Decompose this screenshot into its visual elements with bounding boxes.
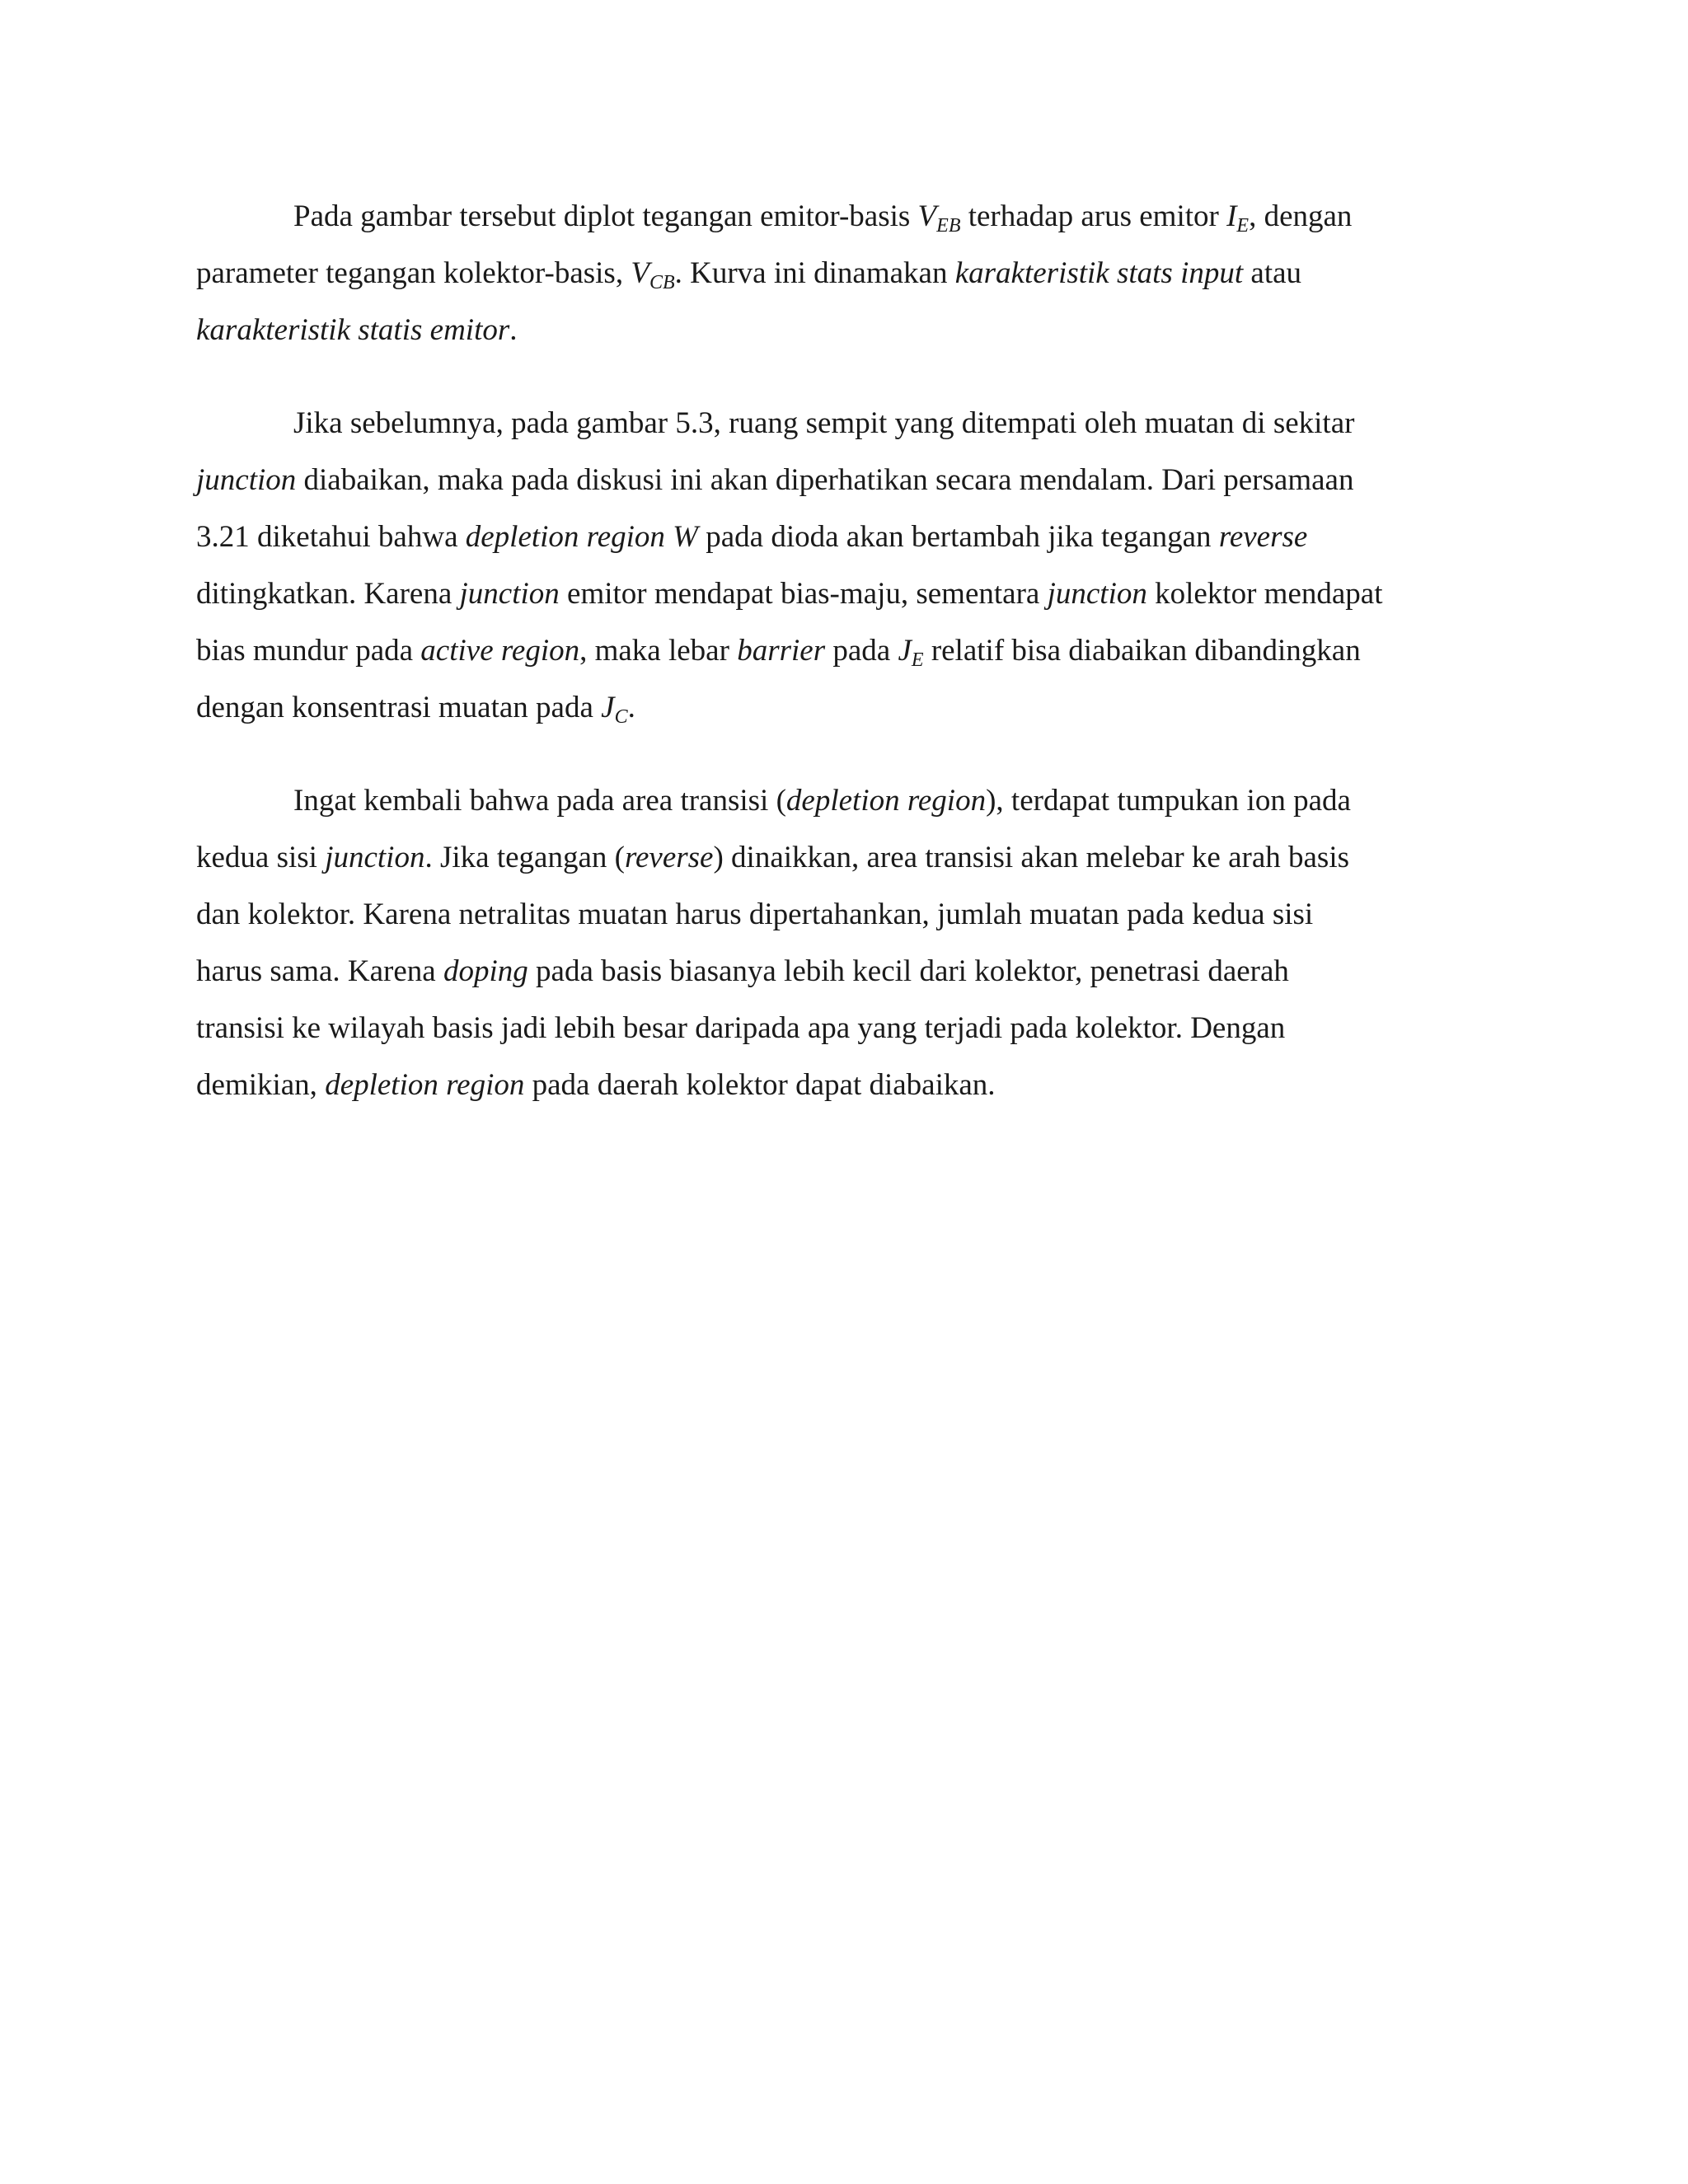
text-line [196, 829, 1498, 886]
text-segment: 3.21 diketahui bahwa [196, 520, 466, 554]
text-segment: pada dioda akan bertambah jika tegangan [697, 520, 1219, 554]
text-line [196, 302, 1498, 359]
text-segment: ) dinaikkan, area transisi akan melebar ke arah basis [713, 841, 1349, 874]
italic-text: depletion region [785, 784, 987, 818]
text-line [196, 395, 1498, 452]
text-line [196, 188, 1498, 245]
italic-text: reverse [1218, 520, 1308, 554]
italic-text: karakteristik stats input [954, 256, 1244, 290]
text-segment: ), terdapat tumpukan ion pada [986, 784, 1351, 818]
text-segment: ditingkatkan. Karena [196, 577, 460, 611]
italic-text: J [601, 691, 615, 724]
text-line [196, 679, 1498, 736]
text-line [196, 622, 1498, 679]
text-segment: dan kolektor. Karena netralitas muatan harus dipertahankan, jumlah muatan pada kedua sisi [196, 898, 1314, 931]
text-line [196, 943, 1498, 1000]
italic-text: junction [1047, 577, 1147, 611]
text-line [196, 509, 1498, 565]
text-segment: . [509, 313, 518, 347]
text-line [196, 886, 1498, 943]
text-line [196, 772, 1498, 829]
italic-text: I [1226, 199, 1237, 233]
text-line [196, 245, 1498, 302]
italic-text: barrier [737, 634, 826, 668]
text-segment: dengan konsentrasi muatan pada [196, 691, 602, 724]
paragraph-1 [196, 188, 1498, 359]
subscript-text: E [1236, 215, 1250, 237]
text-segment: . Jika tegangan ( [424, 841, 625, 874]
italic-text: active region [420, 634, 580, 668]
text-segment: Ingat kembali bahwa pada area transisi ( [293, 784, 786, 818]
text-segment: pada daerah kolektor dapat diabaikan. [524, 1068, 996, 1102]
text-segment: pada basis biasanya lebih kecil dari kolektor, penetrasi daerah [528, 954, 1289, 988]
italic-text: junction [459, 577, 560, 611]
text-line [196, 452, 1498, 509]
text-segment: . Kurva ini dinamakan [674, 256, 955, 290]
text-segment: diabaikan, maka pada diskusi ini akan diperhatikan secara mendalam. Dari persamaan [296, 463, 1354, 497]
text-segment: , maka lebar [579, 634, 738, 668]
text-segment: Pada gambar tersebut diplot tegangan emitor-basis [293, 199, 918, 233]
italic-text: depletion region [325, 1068, 525, 1102]
italic-text: V [631, 256, 649, 290]
text-segment: terhadap arus emitor [960, 199, 1227, 233]
paragraph-3 [196, 772, 1498, 1113]
text-segment: demikian, [196, 1068, 326, 1102]
italic-text: karakteristik statis emitor [196, 313, 510, 347]
italic-text: J [898, 634, 912, 668]
text-segment: relatif bisa diabaikan dibandingkan [923, 634, 1361, 668]
subscript-text: E [911, 649, 924, 671]
italic-text: depletion region W [465, 520, 698, 554]
text-line [196, 565, 1498, 622]
subscript-text: C [614, 706, 628, 728]
paragraph-2 [196, 395, 1498, 736]
text-segment: , dengan [1249, 199, 1353, 233]
text-line [196, 1057, 1498, 1113]
italic-text: doping [443, 954, 528, 988]
text-segment: bias mundur pada [196, 634, 421, 668]
document-body [196, 188, 1498, 1150]
text-line [196, 1000, 1498, 1057]
text-segment: kolektor mendapat [1146, 577, 1383, 611]
text-segment: transisi ke wilayah basis jadi lebih besar daripada apa yang terjadi pada kolektor. Dengan [196, 1011, 1286, 1045]
text-segment: kedua sisi [196, 841, 326, 874]
italic-text: V [917, 199, 937, 233]
text-segment: pada [825, 634, 898, 668]
text-segment: . [627, 691, 635, 724]
text-segment: Jika sebelumnya, pada gambar 5.3, ruang sempit yang ditempati oleh muatan di sekitar [293, 406, 1355, 440]
subscript-text: CB [649, 272, 675, 293]
text-segment: atau [1243, 256, 1302, 290]
italic-text: junction [325, 841, 425, 874]
text-segment: harus sama. Karena [196, 954, 443, 988]
italic-text: junction [196, 463, 297, 497]
italic-text: reverse [624, 841, 714, 874]
text-segment: parameter tegangan kolektor-basis, [196, 256, 631, 290]
text-segment: emitor mendapat bias-maju, sementara [559, 577, 1048, 611]
subscript-text: EB [936, 215, 961, 237]
